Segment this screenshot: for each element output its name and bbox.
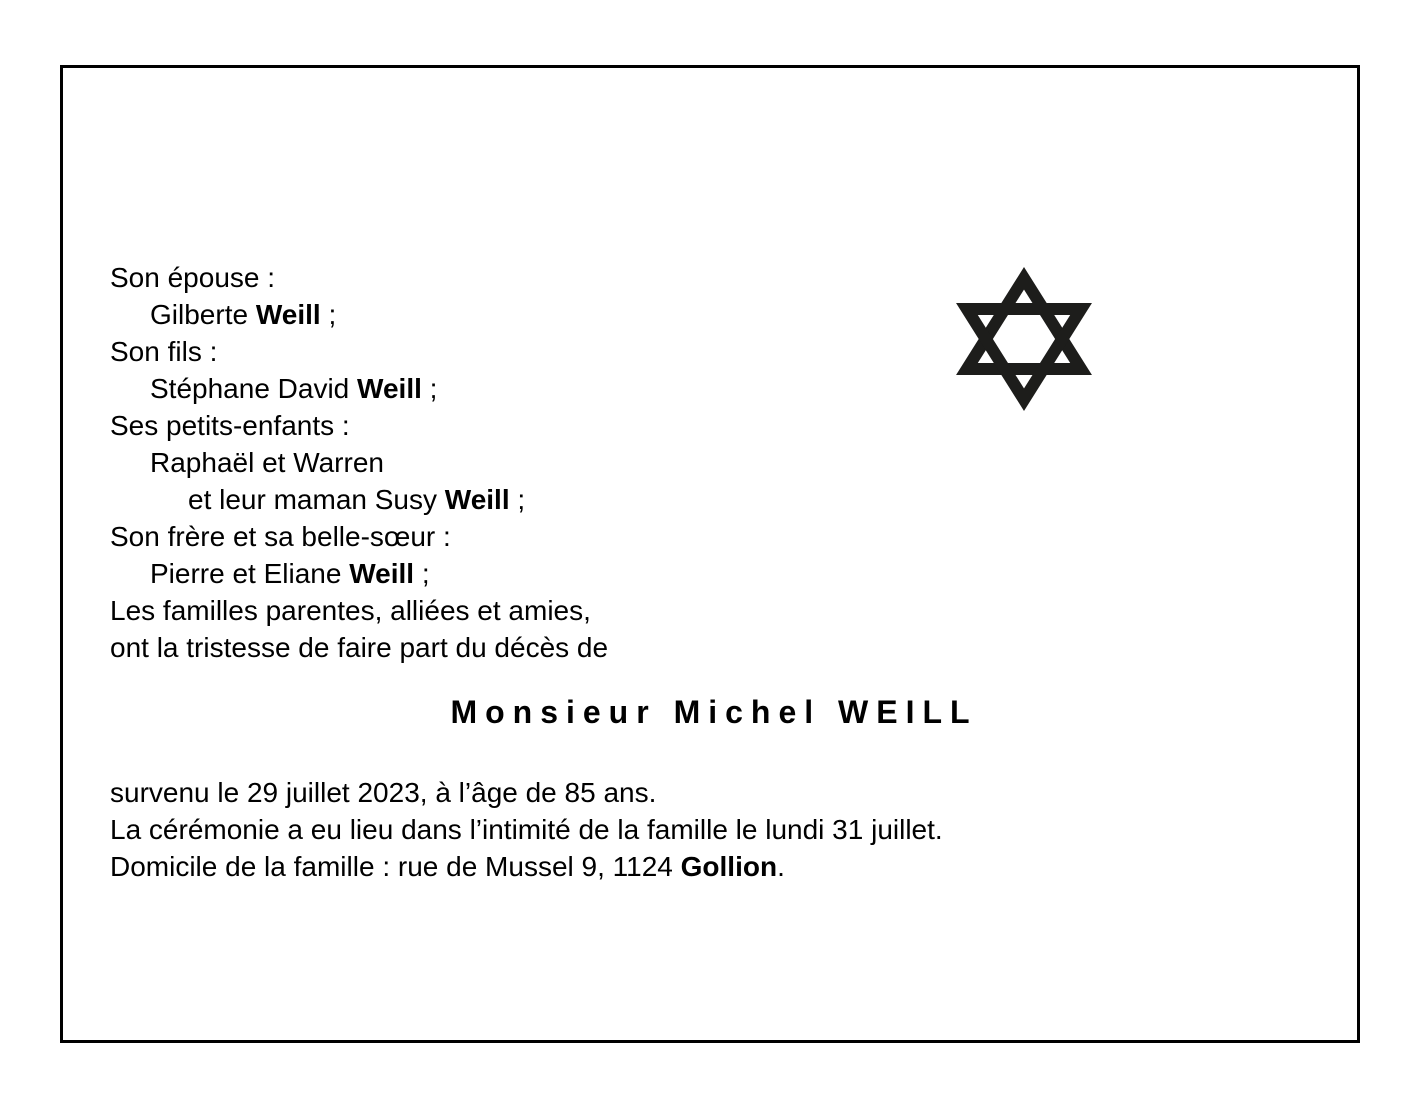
text-segment: Son fils : xyxy=(110,336,218,367)
details-block xyxy=(110,774,943,885)
text-segment: Les familles parentes, alliées et amies, xyxy=(110,595,591,626)
surname-segment: Weill xyxy=(255,299,321,330)
family-line-spouse-label xyxy=(110,259,608,296)
text-segment: . xyxy=(777,851,785,882)
text-segment: Domicile de la famille : rue de Mussel 9, 1124 xyxy=(110,851,681,882)
ceremony-line xyxy=(110,811,943,848)
text-segment: ; xyxy=(320,299,337,330)
family-line-grandchildren-names xyxy=(110,444,608,481)
text-segment: Pierre et Eliane xyxy=(150,558,350,589)
surname-segment: Weill xyxy=(357,373,422,404)
text-segment: ; xyxy=(414,558,430,589)
town-segment: Gollion xyxy=(680,851,778,882)
family-address-line xyxy=(110,848,943,885)
family-line-son-name xyxy=(110,370,608,407)
family-line-families xyxy=(110,592,608,629)
announcement-card xyxy=(60,65,1360,1043)
surname-segment: Weill xyxy=(444,484,510,515)
star-of-david-icon xyxy=(956,267,1092,411)
text-segment: ont la tristesse de faire part du décès de xyxy=(110,632,609,663)
text-segment: et leur maman Susy xyxy=(188,484,445,515)
text-segment: Ses petits-enfants : xyxy=(110,410,350,441)
family-line-grandchildren-label xyxy=(110,407,608,444)
deceased-name: Monsieur Michel WEILL xyxy=(450,694,978,730)
text-segment: ; xyxy=(421,373,438,404)
text-segment: ; xyxy=(509,484,526,515)
text-segment: Gilberte xyxy=(150,299,256,330)
death-date-line xyxy=(110,774,943,811)
text-segment: La cérémonie a eu lieu dans l’intimité de la famille le lundi 31 juillet. xyxy=(110,814,943,845)
text-segment: survenu le 29 juillet 2023, à l’âge de 85 ans. xyxy=(110,777,657,808)
text-segment: Son épouse : xyxy=(110,262,276,293)
family-line-sadness xyxy=(110,629,608,666)
text-segment: Raphaël et Warren xyxy=(150,447,384,478)
family-line-spouse-name xyxy=(110,296,608,333)
family-list xyxy=(110,259,608,666)
family-line-brother-label xyxy=(110,518,608,555)
family-line-son-label xyxy=(110,333,608,370)
text-segment: Son frère et sa belle-sœur : xyxy=(110,521,451,552)
family-line-grandchildren-mother xyxy=(110,481,608,518)
family-line-brother-names xyxy=(110,555,608,592)
surname-segment: Weill xyxy=(349,558,415,589)
text-segment: Stéphane David xyxy=(150,373,358,404)
